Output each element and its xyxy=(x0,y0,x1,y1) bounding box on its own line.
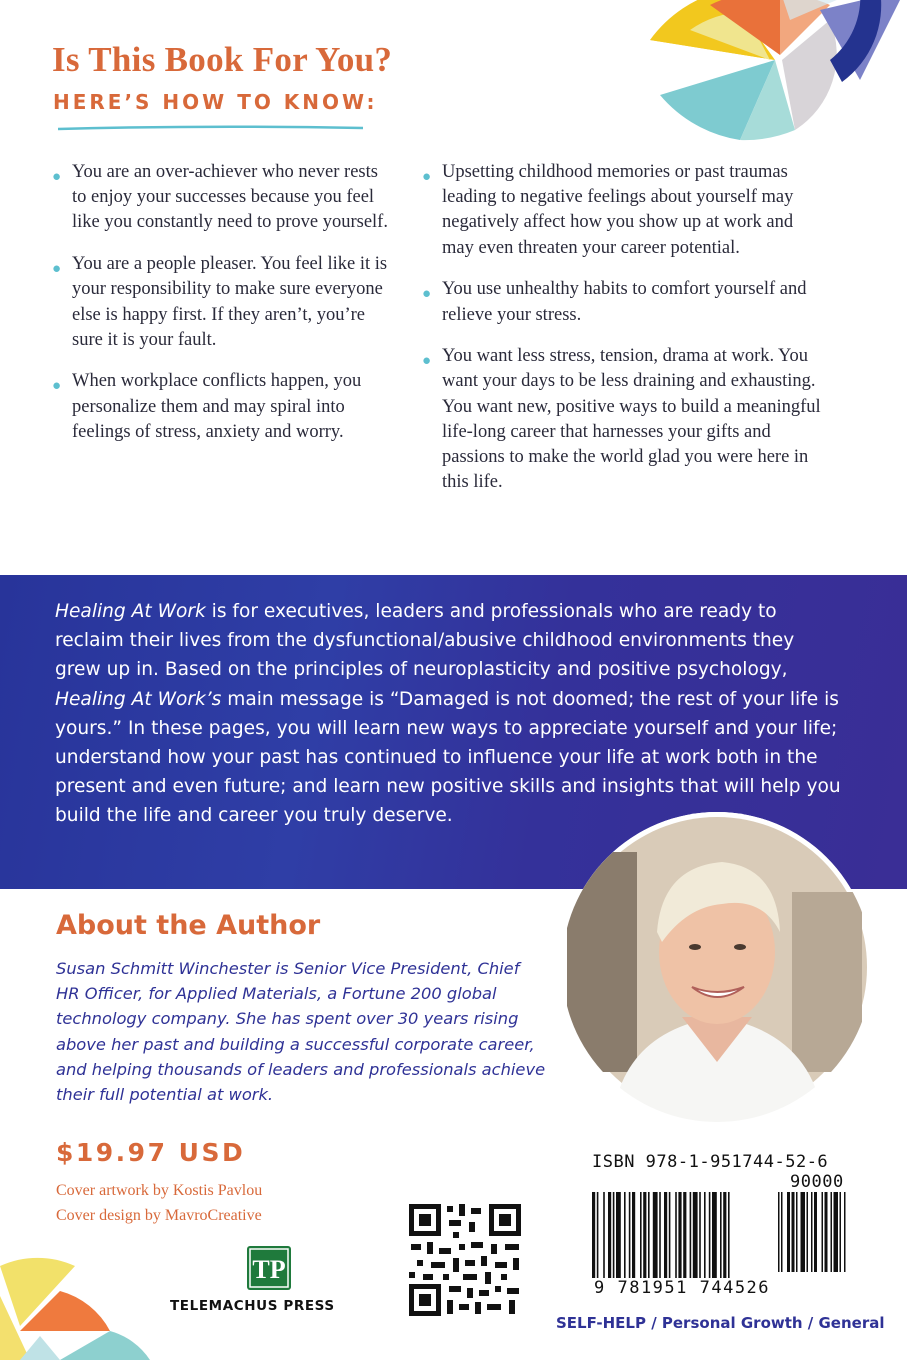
bullet-item: ● You are an over-achiever who never rests to enjoy your successes because you feel like you constantly need to prove yourself. xyxy=(52,162,388,233)
barcode-bar xyxy=(720,1192,722,1278)
decorative-petals-bottom xyxy=(0,1236,160,1360)
bullet-item: ● Upsetting childhood memories or past traumas leading to negative feelings about yourself may negatively affect how you show up at work and may even threaten your career potential. xyxy=(422,162,794,258)
bullet-dot-icon: ● xyxy=(52,169,62,185)
barcode-bar xyxy=(664,1192,667,1278)
bullet-list-left xyxy=(48,160,388,462)
barcode-addon-bar xyxy=(831,1192,833,1272)
decorative-petals-top xyxy=(630,0,907,150)
barcode-bar xyxy=(613,1192,615,1278)
barcode-addon-bar xyxy=(796,1192,798,1272)
barcode-bar xyxy=(597,1192,599,1278)
barcode-bar xyxy=(624,1192,626,1278)
bullet-dot-icon: ● xyxy=(52,378,62,395)
barcode-addon-bar xyxy=(781,1192,783,1272)
author-portrait-illustration xyxy=(562,812,872,1122)
barcode-bar xyxy=(678,1192,681,1278)
barcode-bar xyxy=(629,1192,631,1278)
isbn-barcode xyxy=(592,1192,848,1278)
about-author-heading: About the Author xyxy=(56,910,321,941)
barcode-addon-bar xyxy=(834,1192,839,1272)
barcode-addon-bar xyxy=(844,1192,846,1272)
barcode-bar xyxy=(723,1192,726,1278)
publisher-name: TELEMACHUS PRESS xyxy=(170,1298,335,1314)
price-label: $19.97 USD xyxy=(56,1138,246,1167)
bullet-item: ● When workplace conflicts happen, you personalize them and may spiral into feelings of stress, anxiety and worry. xyxy=(52,371,362,442)
barcode-bar xyxy=(648,1192,650,1278)
barcode-bar xyxy=(712,1192,717,1278)
barcode-bar xyxy=(640,1192,642,1278)
barcode-bar xyxy=(693,1192,698,1278)
barcode-bar xyxy=(704,1192,706,1278)
barcode-bar xyxy=(683,1192,686,1278)
barcode-bar xyxy=(643,1192,646,1278)
barcode-addon-bar xyxy=(822,1192,824,1272)
bullet-list-right xyxy=(418,160,828,512)
author-photo xyxy=(562,812,872,1122)
barcode-bar xyxy=(608,1192,611,1278)
barcode-addon-bar xyxy=(811,1192,813,1272)
page-title: Is This Book For You? xyxy=(52,40,393,79)
book-description: Healing At Work is for executives, leaders and professionals who are ready to reclaim their lives from the dysfunctional/abusive childhood environments they grew up in. Based on the principles of neuroplasticity and positive psychology, Healing At Work’s main message is “Damaged is not doomed; the rest of your life is yours.” In these pages, you will learn new ways to appreciate yourself and your life; understand how your past has continued to influence your life at work both in the present and even future; and learn new positive skills and insights that will help you build the life and career you truly deserve. xyxy=(55,601,841,827)
isbn-label: ISBN 978-1-951744-52-6 xyxy=(592,1152,829,1172)
about-author-text: Susan Schmitt Winchester is Senior Vice President, Chief HR Officer, for Applied Materials, a Fortune 200 global technology company. She has spent over 30 years rising above her past and building a successful corporate career, and helping thousands of leaders and professionals achieve their full potential at work. xyxy=(56,959,546,1105)
barcode-addon-bar xyxy=(807,1192,809,1272)
barcode-digits: 9 781951 744526 xyxy=(594,1278,771,1298)
barcode-addon-bar xyxy=(825,1192,828,1272)
bullet-dot-icon: ● xyxy=(422,353,432,370)
barcode-addon-bar xyxy=(840,1192,842,1272)
barcode-bar xyxy=(709,1192,711,1278)
bullet-dot-icon: ● xyxy=(422,286,432,303)
barcode-addon-bar xyxy=(814,1192,817,1272)
barcode-bar xyxy=(699,1192,701,1278)
bullet-item: ● You are a people pleaser. You feel like it is your responsibility to make sure everyone else is happy first. If they aren’t, you’re sure it is your fault. xyxy=(52,254,388,350)
bullet-dot-icon: ● xyxy=(52,261,62,278)
barcode-bar xyxy=(690,1192,692,1278)
barcode-bar xyxy=(603,1192,605,1278)
cover-artwork-credit: Cover artwork by Kostis Pavlou xyxy=(56,1182,263,1199)
barcode-bar xyxy=(616,1192,621,1278)
bullet-item: ● You use unhealthy habits to comfort yourself and relieve your stress. xyxy=(422,279,807,325)
bullet-dot-icon: ● xyxy=(422,169,432,185)
publisher-logo-icon xyxy=(247,1246,291,1290)
barcode-addon-bar xyxy=(792,1192,795,1272)
book-category: SELF-HELP / Personal Growth / General xyxy=(556,1314,885,1332)
qr-code xyxy=(409,1204,521,1316)
barcode-bar xyxy=(659,1192,661,1278)
barcode-price-code: 90000 xyxy=(790,1172,844,1192)
barcode-bar xyxy=(653,1192,658,1278)
barcode-bar xyxy=(669,1192,671,1278)
page-subtitle: HERE’S HOW TO KNOW: xyxy=(53,90,378,114)
barcode-addon-bar xyxy=(787,1192,790,1272)
barcode-bar xyxy=(675,1192,677,1278)
cover-design-credit: Cover design by MavroCreative xyxy=(56,1207,262,1224)
barcode-bar xyxy=(592,1192,595,1278)
barcode-bar xyxy=(632,1192,635,1278)
barcode-addon-bar xyxy=(778,1192,780,1272)
barcode-addon-bar xyxy=(801,1192,806,1272)
barcode-bar xyxy=(728,1192,730,1278)
decorative-swash xyxy=(58,124,368,134)
bullet-item: ● You want less stress, tension, drama at work. You want your days to be less draining and exhausting. You want new, positive ways to build a meaningful life-long career that harnesses your gifts and passions to make the world glad you were here in this life. xyxy=(422,346,821,493)
publisher-logo-letters: TP xyxy=(252,1255,286,1284)
